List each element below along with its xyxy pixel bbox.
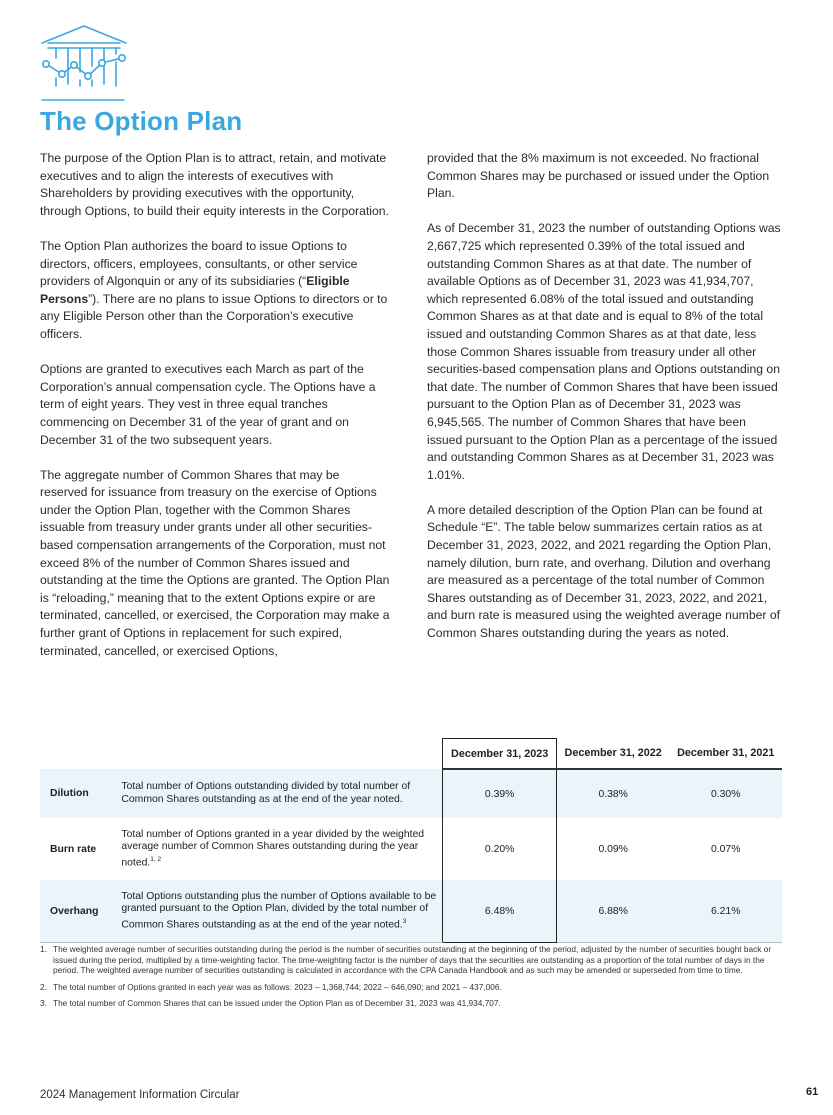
table-cell: 0.20% xyxy=(443,818,557,880)
footnote-number: 2. xyxy=(40,981,47,992)
table-cell: 0.07% xyxy=(710,843,741,855)
footnote-text: The total number of Common Shares that can be issued under the Option Plan as of December 31, 2023 was 41,934,707. xyxy=(53,998,501,1008)
paragraph: provided that the 8% maximum is not exceeded. No fractional Common Shares may be purchased or issued under the Option Plan. xyxy=(427,151,770,201)
footnote-text: The weighted average number of securities outstanding during the period is the number of securities outstanding at the beginning of the period, adjusted by the number of securities bought back or issued during the period, multiplied by a time-weighting factor. The time-weighting factor is the number of days that the securities are outstanding as a proportion of the total number of days in the period. The weighted average number of securities outstanding is calculated in accordance with the CPA Canada Handbook and as such may be amended or superseded from time to time. xyxy=(53,944,772,975)
column-header: December 31, 2023 xyxy=(443,739,557,770)
paragraph-text: The Option Plan authorizes the board to issue Options to directors, officers, employees, consultants, or other service providers of Algonquin or any of its subsidiaries (“ xyxy=(40,238,358,289)
row-description-text: Total number of Options granted in a year divided by the weighted average number of Common Shares outstanding during the year noted. xyxy=(121,828,425,868)
footnote xyxy=(40,982,780,993)
table-cell: 6.21% xyxy=(669,880,782,943)
paragraph-text: ”). There are no plans to issue Options to directors or to any Eligible Person other than the Corporation’s executive officers. xyxy=(40,291,388,341)
row-description: Total number of Options outstanding divided by total number of Common Shares outstanding as at the end of the year noted. xyxy=(115,769,443,818)
row-description-text: Total Options outstanding plus the number of Options available to be granted pursuant to the Option Plan, divided by the total number of Common Shares outstanding as at the end of the year noted. xyxy=(121,890,437,930)
row-label: Dilution xyxy=(40,769,115,818)
footnote-text: The total number of Options granted in each year was as follows: 2023 – 1,368,744; 2022 – 646,090; and 2021 – 437,006. xyxy=(53,981,502,992)
row-description xyxy=(115,880,443,943)
paragraph: A more detailed description of the Option Plan can be found at Schedule “E”. The table below summarizes certain ratios as at December 31, 2023, 2022, and 2021 regarding the Option Plan, namely dilution, burn rate, and overhang. Dilution and overhang are measured as a percentage of the total number of Common Shares outstanding as of December 31, 2023, 2022, and 2021, and burn rate is measured using the weighted average number of Common Shares outstanding during the years as noted. xyxy=(427,502,780,641)
footnote-reference: 3 xyxy=(402,917,407,925)
footnote xyxy=(40,944,780,976)
left-column xyxy=(40,150,390,660)
ratios-table xyxy=(40,738,782,943)
paragraph: As of December 31, 2023 the number of outstanding Options was 2,667,725 which represented 0.39% of the total issued and outstanding Common Shares as at that date. The number of available Options as of December 31, 2023 was 41,934,707, which represented 6.08% of the total issued and outstanding Common Shares as at that date and is equal to 8% of the total issued and outstanding Common Shares as at that date, less those Common Shares issuable from treasury under all other securities-based compensation plans and Options outstanding on that date. The number of Common Shares that have been issued pursuant to the Option Plan as of December 31, 2023 was 6,945,565. The number of Common Shares that have been issued pursuant to the Option Plan as a percentage of the issued and outstanding Common Shares as at December 31, 2023 was 1.01%. xyxy=(427,221,781,482)
page-number: 61 xyxy=(806,1086,819,1098)
table-header-row xyxy=(40,739,782,770)
table-cell: 6.48% xyxy=(443,880,557,943)
footnote xyxy=(40,998,780,1009)
paragraph xyxy=(40,238,390,344)
column-header: December 31, 2021 xyxy=(669,739,782,770)
page-title: The Option Plan xyxy=(40,106,243,136)
table-row xyxy=(40,880,782,943)
footnote-number: 1. xyxy=(40,944,47,954)
footnote-number: 3. xyxy=(40,998,47,1008)
row-label: Overhang xyxy=(40,880,115,943)
footer-document-title: 2024 Management Information Circular xyxy=(40,1089,240,1101)
table-cell: 0.38% xyxy=(556,769,669,818)
table-cell: 6.88% xyxy=(556,880,669,943)
right-column xyxy=(427,150,782,643)
defined-term: Eligible Persons xyxy=(40,274,350,306)
paragraph: The aggregate number of Common Shares that may be reserved for issuance from treasury on the exercise of Options under the Option Plan, together with the Common Shares issuable from treasury under grants under all other securities-based compensation arrangements of the Corporation, must not exceed 8% of the number of Common Shares issued and outstanding at the time the Options are granted. The Option Plan is “reloading,” meaning that to the extent Options expire or are terminated, cancelled, or exercised, the Corporation may make a further grant of Options in replacement for such expired, terminated, cancelled, or exercised Options, xyxy=(40,467,390,658)
column-header: December 31, 2022 xyxy=(556,739,669,770)
table-cell: 0.09% xyxy=(598,843,628,855)
table-cell: 0.30% xyxy=(669,769,782,818)
paragraph: The purpose of the Option Plan is to attract, retain, and motivate executives and to align the interests of executives with Shareholders by providing executives with the opportunity, through Options, to build their equity interests in the Corporation. xyxy=(40,151,389,218)
table-row xyxy=(40,769,782,818)
table-cell: 0.39% xyxy=(443,769,557,818)
paragraph: Options are granted to executives each March as part of the Corporation’s annual compensation cycle. The Options have a term of eight years. They vest in three equal tranches commencing on December 31 of the year of grant and on December 31 of the two subsequent years. xyxy=(40,362,376,447)
building-chart-icon xyxy=(40,24,128,102)
row-label: Burn rate xyxy=(50,843,97,855)
table-row xyxy=(40,818,782,880)
footnotes xyxy=(40,944,780,1015)
row-description xyxy=(115,818,443,880)
footnote-reference: 1, 2 xyxy=(150,855,162,863)
